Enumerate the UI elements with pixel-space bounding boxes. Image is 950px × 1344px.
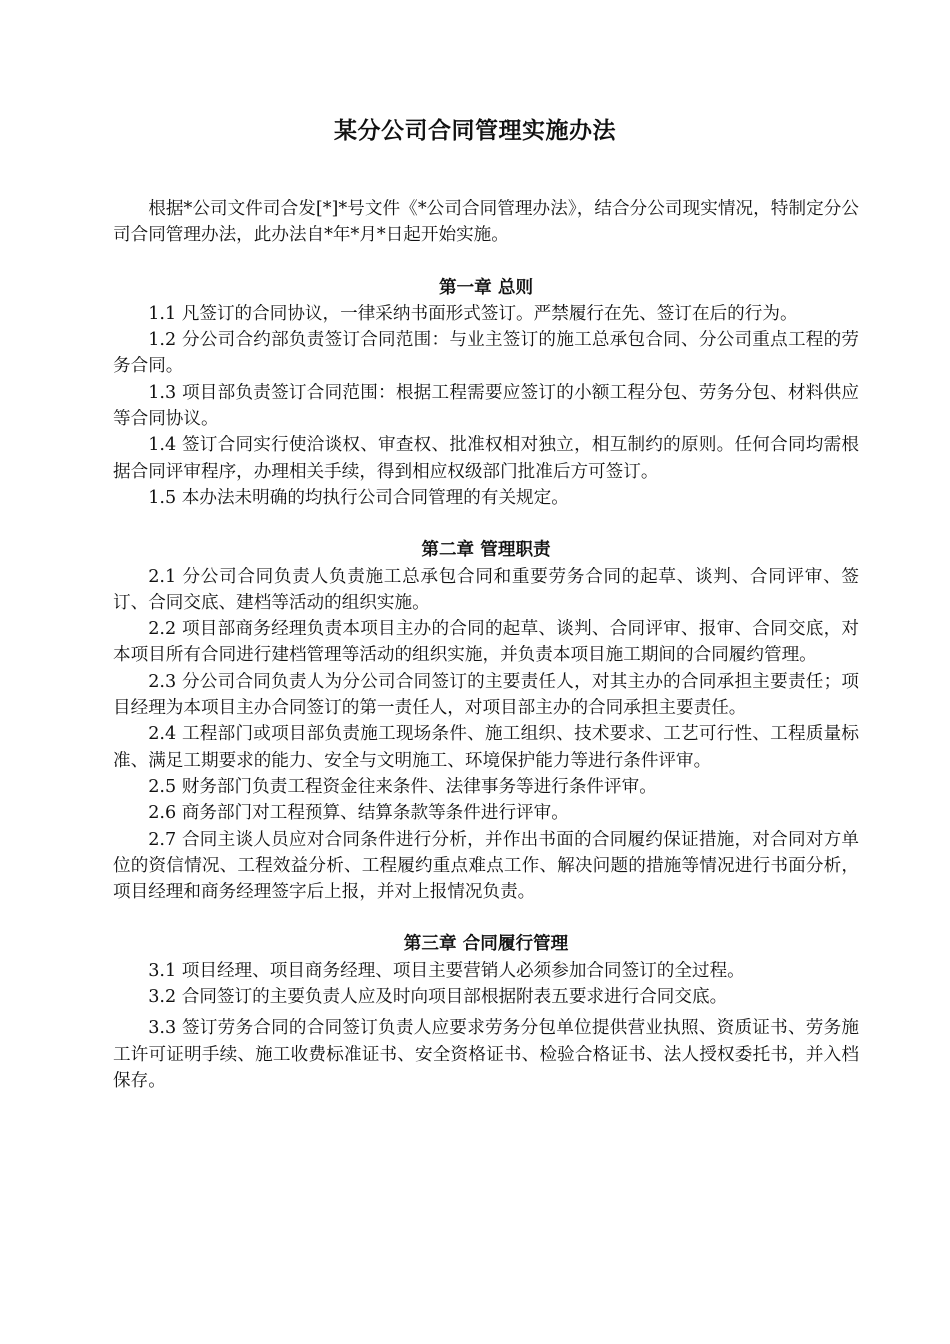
chapter-3-heading: 第三章 合同履行管理 xyxy=(403,934,569,955)
intro-paragraph: 根据*公司文件司合发[*]*号文件《*公司合同管理办法》，结合分公司现实情况，特制定分公司合同管理办法，此办法自*年*月*日起开始实施。 xyxy=(113,199,859,246)
clause-1-2: 1.2 分公司合约部负责签订合同范围：与业主签订的施工总承包合同、分公司重点工程的劳务合同。 xyxy=(113,330,859,377)
clause-3-1: 3.1 项目经理、项目商务经理、项目主要营销人必须参加合同签订的全过程。 xyxy=(148,960,745,981)
clause-3-3: 3.3 签订劳务合同的合同签订负责人应要求劳务分包单位提供营业执照、资质证书、劳务施工许可证明手续、施工收费标准证书、安全资格证书、检验合格证书、法人授权委托书，并入档保存。 xyxy=(113,1018,859,1091)
clause-2-1: 2.1 分公司合同负责人负责施工总承包合同和重要劳务合同的起草、谈判、合同评审、签订、合同交底、建档等活动的组织实施。 xyxy=(113,566,859,613)
chapter-1-heading: 第一章 总则 xyxy=(438,277,534,298)
document-title: 某分公司合同管理实施办法 xyxy=(334,118,616,144)
clause-2-2: 2.2 项目部商务经理负责本项目主办的合同的起草、谈判、合同评审、报审、合同交底，对本项目所有合同进行建档管理等活动的组织实施，并负责本项目施工期间的合同履约管理。 xyxy=(113,619,859,666)
clause-1-3: 1.3 项目部负责签订合同范围：根据工程需要应签订的小额工程分包、劳务分包、材料供应等合同协议。 xyxy=(113,382,859,430)
clause-2-7: 2.7 合同主谈人员应对合同条件进行分析，并作出书面的合同履约保证措施，对合同对方单位的资信情况、工程效益分析、工程履约重点难点工作、解决问题的措施等情况进行书面分析，项目经理和商务经理签字后上报，并对上报情况负责。 xyxy=(113,829,859,903)
clause-2-5: 2.5 财务部门负责工程资金往来条件、法律事务等进行条件评审。 xyxy=(148,776,657,797)
clause-2-6: 2.6 商务部门对工程预算、结算条款等条件进行评审。 xyxy=(148,803,569,824)
clause-2-3: 2.3 分公司合同负责人为分公司合同签订的主要责任人，对其主办的合同承担主要责任；项目经理为本项目主办合同签订的第一责任人，对项目部主办的合同承担主要责任。 xyxy=(113,671,859,719)
document-body xyxy=(113,196,859,1094)
clause-3-2: 3.2 合同签订的主要负责人应及时向项目部根据附表五要求进行合同交底。 xyxy=(148,987,728,1008)
clause-1-1: 1.1 凡签订的合同协议，一律采纳书面形式签订。严禁履行在先、签订在后的行为。 xyxy=(148,303,798,324)
clause-2-4: 2.4 工程部门或项目部负责施工现场条件、施工组织、技术要求、工艺可行性、工程质量标准、满足工期要求的能力、安全与文明施工、环境保护能力等进行条件评审。 xyxy=(113,724,859,771)
chapter-2-heading: 第二章 管理职责 xyxy=(421,540,551,561)
clause-1-4: 1.4 签订合同实行使洽谈权、审查权、批准权相对独立，相互制约的原则。任何合同均需根据合同评审程序，办理相关手续，得到相应权级部门批准后方可签订。 xyxy=(113,435,859,482)
clause-1-5: 1.5 本办法未明确的均执行公司合同管理的有关规定。 xyxy=(148,487,569,508)
